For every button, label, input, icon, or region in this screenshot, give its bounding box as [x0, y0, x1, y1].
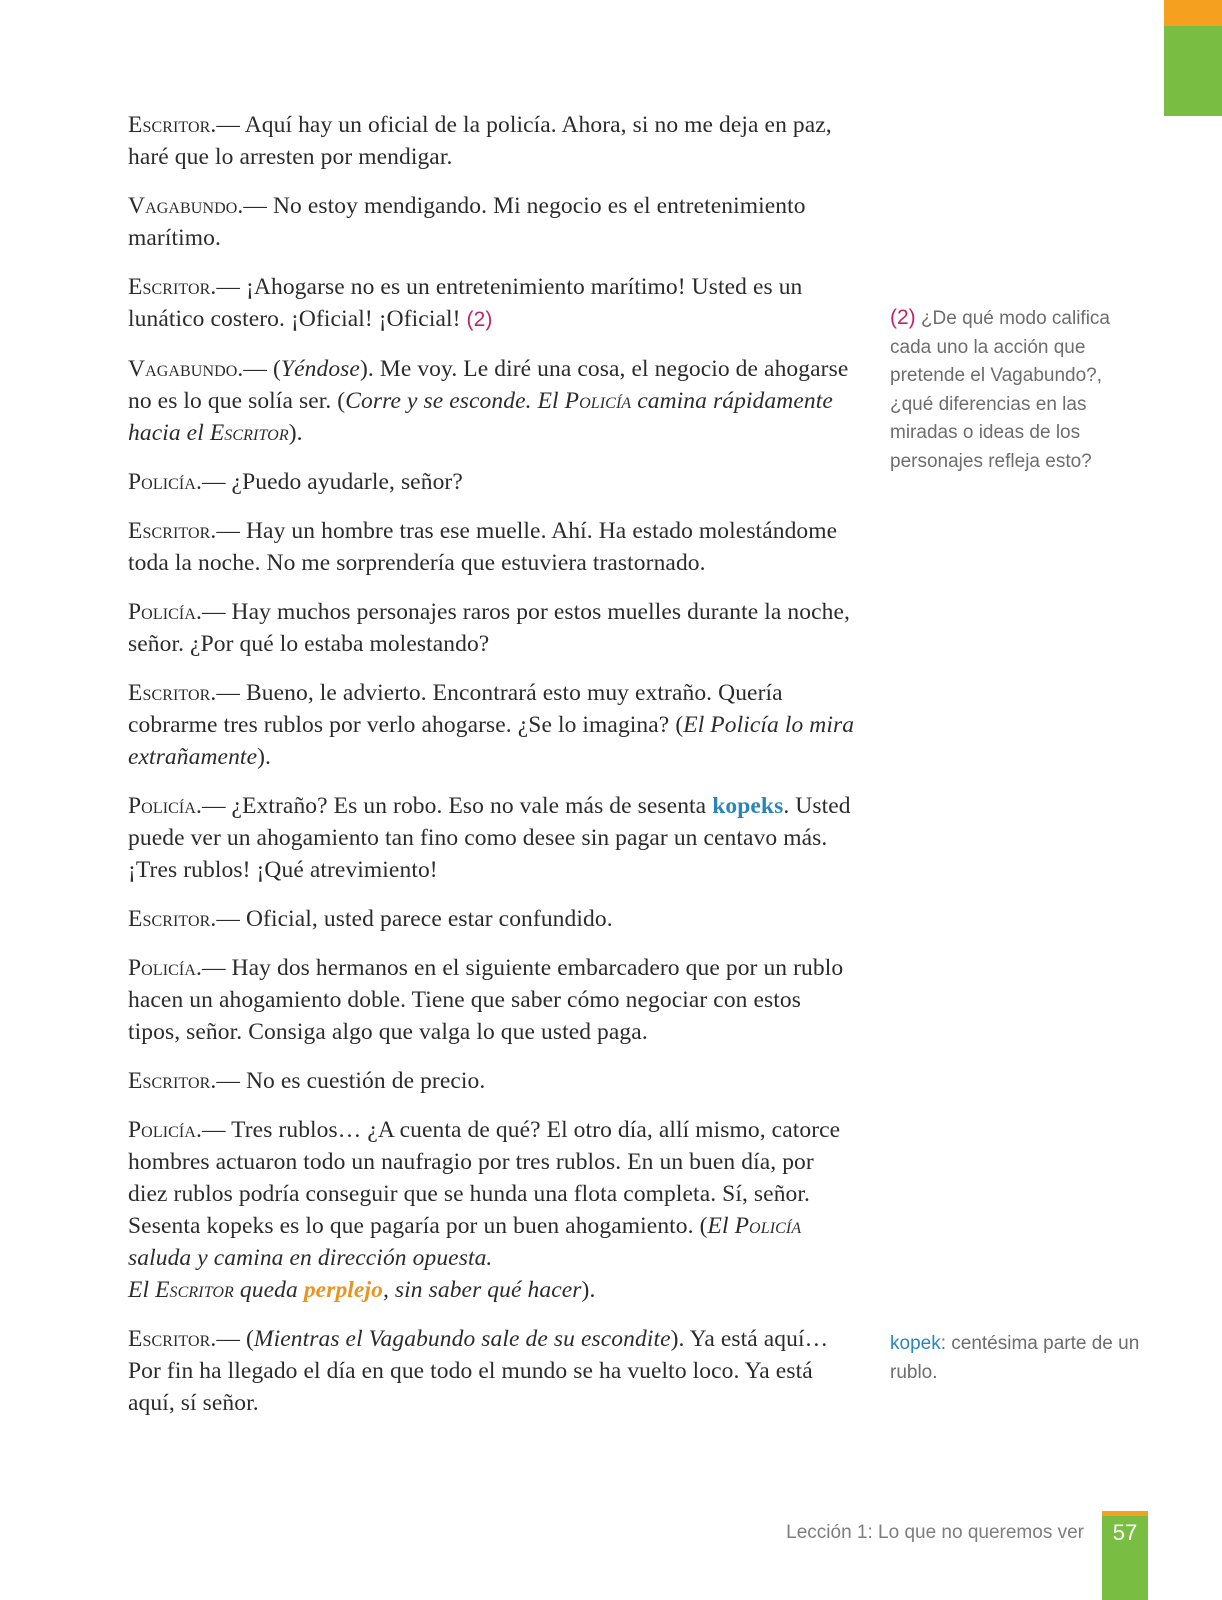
line-text: ). — [288, 420, 303, 446]
page-number: 57 — [1112, 1520, 1138, 1545]
vocabulary-keyword: perplejo — [303, 1277, 383, 1303]
speaker-name: Policía.— — [128, 1117, 226, 1143]
speaker-name: Escritor.— — [128, 906, 241, 932]
stage-direction: Corre y se esconde. El — [345, 388, 565, 414]
line-text: . Usted puede ver un ahogamiento tan fino como desee sin pagar un centavo más. ¡Tres rublos! ¡Qué atrevimiento! — [128, 793, 851, 883]
stage-direction-character: Policía — [564, 388, 632, 414]
speaker-name: Escritor.— — [128, 1326, 241, 1352]
stage-direction: , sin saber qué hacer — [382, 1277, 582, 1303]
line-text: ¿Puedo ayudarle, señor? — [225, 469, 463, 495]
dialogue-line — [128, 1114, 858, 1306]
stage-direction-character: Policía — [734, 1213, 802, 1239]
line-text: ). — [581, 1277, 596, 1303]
line-text: ¡Ahogarse no es un entretenimiento marítimo! Usted es un lunático costero. ¡Oficial! ¡Oficial! — [128, 274, 803, 332]
line-text: ). — [257, 744, 272, 770]
speaker-name: Escritor.— — [128, 518, 241, 544]
side-note-text: ¿De qué modo califica cada uno la acción que pretende el Vagabundo?, ¿qué diferencias en las miradas o ideas de los personajes refleja esto? — [890, 308, 1110, 472]
speaker-name: Policía.— — [128, 469, 226, 495]
stage-direction: El Policía lo mira extrañamente — [128, 712, 855, 770]
corner-tab-orange — [1164, 0, 1222, 26]
dialogue-line — [128, 790, 858, 886]
line-text: ( — [240, 1326, 254, 1352]
glossary-definition: : centésima parte de un rublo. — [890, 1333, 1140, 1383]
line-text: ). Me voy. Le diré una cosa, el negocio de ahogarse no es lo que solía ser. ( — [128, 356, 849, 414]
line-text: ). Ya está aquí… Por fin ha llegado el día en que todo el mundo se ha vuelto loco. Ya está aquí, sí señor. — [128, 1326, 829, 1416]
side-note-reference: (2) — [890, 306, 916, 329]
stage-direction: camina rápidamente hacia el — [128, 388, 833, 446]
dialogue-line — [128, 466, 858, 498]
dialogue-line — [128, 1065, 858, 1097]
speaker-name: Escritor.— — [128, 680, 241, 706]
speaker-name: Escritor.— — [128, 274, 241, 300]
footer-lesson-title: Lección 1: Lo que no queremos ver — [786, 1522, 1084, 1543]
line-text: Tres rublos… ¿A cuenta de qué? El otro día, allí mismo, catorce hombres actuaron todo un naufragio por tres rublos. En un buen día, por diez rublos podría conseguir que se hunda una flota completa. Sí, señor. Sesenta kopeks es lo que pagaría por un buen ahogamiento. ( — [128, 1117, 841, 1239]
line-text: Oficial, usted parece estar confundido. — [240, 906, 613, 932]
stage-direction: Yéndose — [280, 356, 360, 382]
line-text: Hay un hombre tras ese muelle. Ahí. Ha estado molestándome toda la noche. No me sorprendería que estuviera trastornado. — [128, 518, 838, 576]
line-text: No estoy mendigando. Mi negocio es el entretenimiento marítimo. — [128, 193, 806, 251]
line-text: ¿Extraño? Es un robo. Eso no vale más de sesenta — [225, 793, 713, 819]
stage-direction: El — [128, 1277, 156, 1303]
page-number-tab — [1102, 1511, 1148, 1600]
stage-direction: queda — [233, 1277, 304, 1303]
line-text: Hay dos hermanos en el siguiente embarcadero que por un rublo hacen un ahogamiento doble. Tiene que saber cómo negociar con estos tipos, señor. Consiga algo que valga lo que usted paga. — [128, 955, 844, 1045]
glossary-keyword: kopeks — [712, 793, 784, 819]
speaker-name: Policía.— — [128, 599, 226, 625]
dialogue-line — [128, 1323, 858, 1419]
side-question-note — [890, 304, 1140, 476]
corner-tab-green — [1164, 26, 1222, 116]
dialogue-line — [128, 353, 858, 449]
dialogue-line — [128, 903, 858, 935]
dialogue-line — [128, 515, 858, 579]
glossary-note — [890, 1330, 1140, 1387]
stage-direction: El — [707, 1213, 735, 1239]
line-text: Bueno, le advierto. Encontrará esto muy extraño. Quería cobrarme tres rublos por verlo ahogarse. ¿Se lo imagina? ( — [128, 680, 783, 738]
dialogue-line — [128, 677, 858, 773]
line-text: No es cuestión de precio. — [240, 1068, 486, 1094]
dialogue-line — [128, 952, 858, 1048]
line-text: Aquí hay un oficial de la policía. Ahora, si no me deja en paz, haré que lo arresten por mendigar. — [128, 112, 832, 170]
stage-direction-character: Escritor — [209, 420, 289, 446]
speaker-name: Policía.— — [128, 793, 226, 819]
line-text: Hay muchos personajes raros por estos muelles durante la noche, señor. ¿Por qué lo estaba molestando? — [128, 599, 850, 657]
line-text: ( — [267, 356, 281, 382]
stage-direction-character: Escritor — [155, 1277, 234, 1303]
dialogue-line — [128, 271, 858, 336]
speaker-name: Escritor.— — [128, 1068, 241, 1094]
stage-direction: saluda y camina en dirección opuesta. — [128, 1245, 493, 1271]
speaker-name: Vagabundo.— — [128, 193, 268, 219]
stage-direction: Mientras el Vagabundo sale de su escondite — [253, 1326, 671, 1352]
speaker-name: Policía.— — [128, 955, 226, 981]
dialogue-line — [128, 109, 858, 173]
dialogue-line — [128, 190, 858, 254]
glossary-term: kopek — [890, 1333, 941, 1354]
dialogue-line — [128, 596, 858, 660]
speaker-name: Vagabundo.— — [128, 356, 268, 382]
play-dialogue — [128, 109, 858, 1436]
question-reference: (2) — [466, 308, 493, 331]
speaker-name: Escritor.— — [128, 112, 241, 138]
